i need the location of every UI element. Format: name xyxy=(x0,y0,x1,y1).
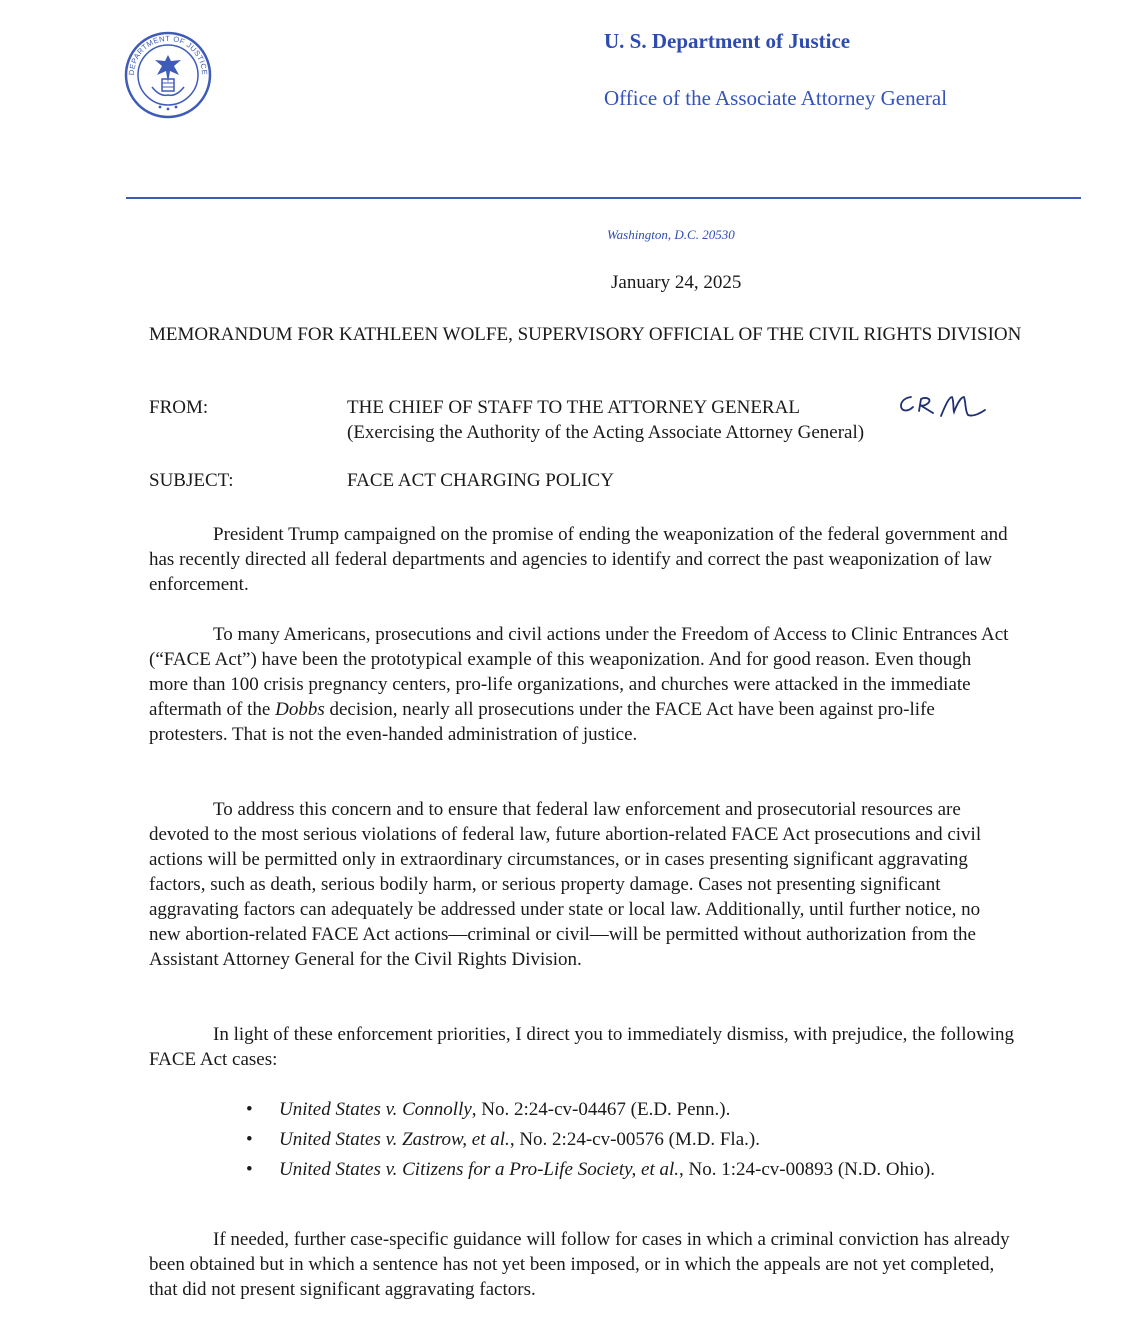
list-item xyxy=(246,1097,966,1122)
svg-text:DEPARTMENT OF JUSTICE: DEPARTMENT OF JUSTICE xyxy=(126,33,210,76)
bullet-icon: • xyxy=(246,1159,253,1180)
paragraph-2-text-b: decision, nearly all prosecutions under the FACE Act have been against pro-life protesters. That is not the even-handed administration of justice. xyxy=(149,699,935,745)
paragraph-2-text-a: To many Americans, prosecutions and civil actions under the Freedom of Access to Clinic Entrances Act (“FACE Act”) have been the prototypical example of this weaponization. And for good reason. Even though more than 100 crisis pregnancy centers, pro-life organizations, and churches were attacked in the immediate aftermath of the xyxy=(149,624,1009,720)
case-caption: United States v. Zastrow, et al. xyxy=(279,1129,510,1150)
memo-subject: FACE ACT CHARGING POLICY xyxy=(347,470,614,491)
from-label: FROM: xyxy=(149,397,209,418)
from-authority: (Exercising the Authority of the Acting Associate Attorney General) xyxy=(347,422,865,443)
doj-seal-icon xyxy=(124,31,212,119)
bullet-icon: • xyxy=(246,1129,253,1150)
office-location: Washington, D.C. 20530 xyxy=(607,227,735,242)
handwritten-initials xyxy=(893,388,989,424)
case-name-dobbs: Dobbs xyxy=(275,699,325,720)
list-item xyxy=(246,1127,966,1152)
memo-date: January 24, 2025 xyxy=(611,272,742,293)
case-citation: , No. 1:24-cv-00893 (N.D. Ohio). xyxy=(679,1159,935,1180)
office-name: Office of the Associate Attorney General xyxy=(604,86,948,110)
memo-recipient: MEMORANDUM FOR KATHLEEN WOLFE, SUPERVISORY OFFICIAL OF THE CIVIL RIGHTS DIVISION xyxy=(149,324,1022,345)
body-paragraph-3: To address this concern and to ensure that federal law enforcement and prosecutorial resources are devoted to the most serious violations of federal law, future abortion-related FACE Act prosecutions and civil actions will be permitted only in extraordinary circumstances, or in cases presenting significant aggravating factors, such as death, serious bodily harm, or serious property damage. Cases not presenting significant aggravating factors can adequately be addressed under state or local law. Additionally, until further notice, no new abortion-related FACE Act actions—criminal or civil—will be permitted without authorization from the Assistant Attorney General for the Civil Rights Division. xyxy=(149,799,982,970)
case-citation: , No. 2:24-cv-04467 (E.D. Penn.). xyxy=(471,1099,731,1120)
body-paragraph-4: In light of these enforcement priorities, I direct you to immediately dismiss, with prejudice, the following FACE Act cases: xyxy=(149,1024,1014,1070)
from-sender: THE CHIEF OF STAFF TO THE ATTORNEY GENERAL xyxy=(347,397,800,418)
letterhead-divider xyxy=(126,197,1081,199)
bullet-icon: • xyxy=(246,1099,253,1120)
subject-label: SUBJECT: xyxy=(149,470,234,491)
department-name: U. S. Department of Justice xyxy=(604,29,851,53)
case-caption: United States v. Citizens for a Pro-Life Society, et al. xyxy=(279,1159,680,1180)
body-paragraph-1: President Trump campaigned on the promise of ending the weaponization of the federal government and has recently directed all federal departments and agencies to identify and correct the past weaponization of law enforcement. xyxy=(149,524,1008,595)
body-paragraph-5: If needed, further case-specific guidance will follow for cases in which a criminal conviction has already been obtained but in which a sentence has not yet been imposed, or in which the appeals are not yet completed, that did not present significant aggravating factors. xyxy=(149,1229,1010,1300)
case-list xyxy=(246,1097,966,1187)
case-citation: , No. 2:24-cv-00576 (M.D. Fla.). xyxy=(509,1129,760,1150)
case-caption: United States v. Connolly xyxy=(279,1099,472,1120)
list-item xyxy=(246,1157,966,1182)
body-paragraph-2 xyxy=(149,622,1014,747)
